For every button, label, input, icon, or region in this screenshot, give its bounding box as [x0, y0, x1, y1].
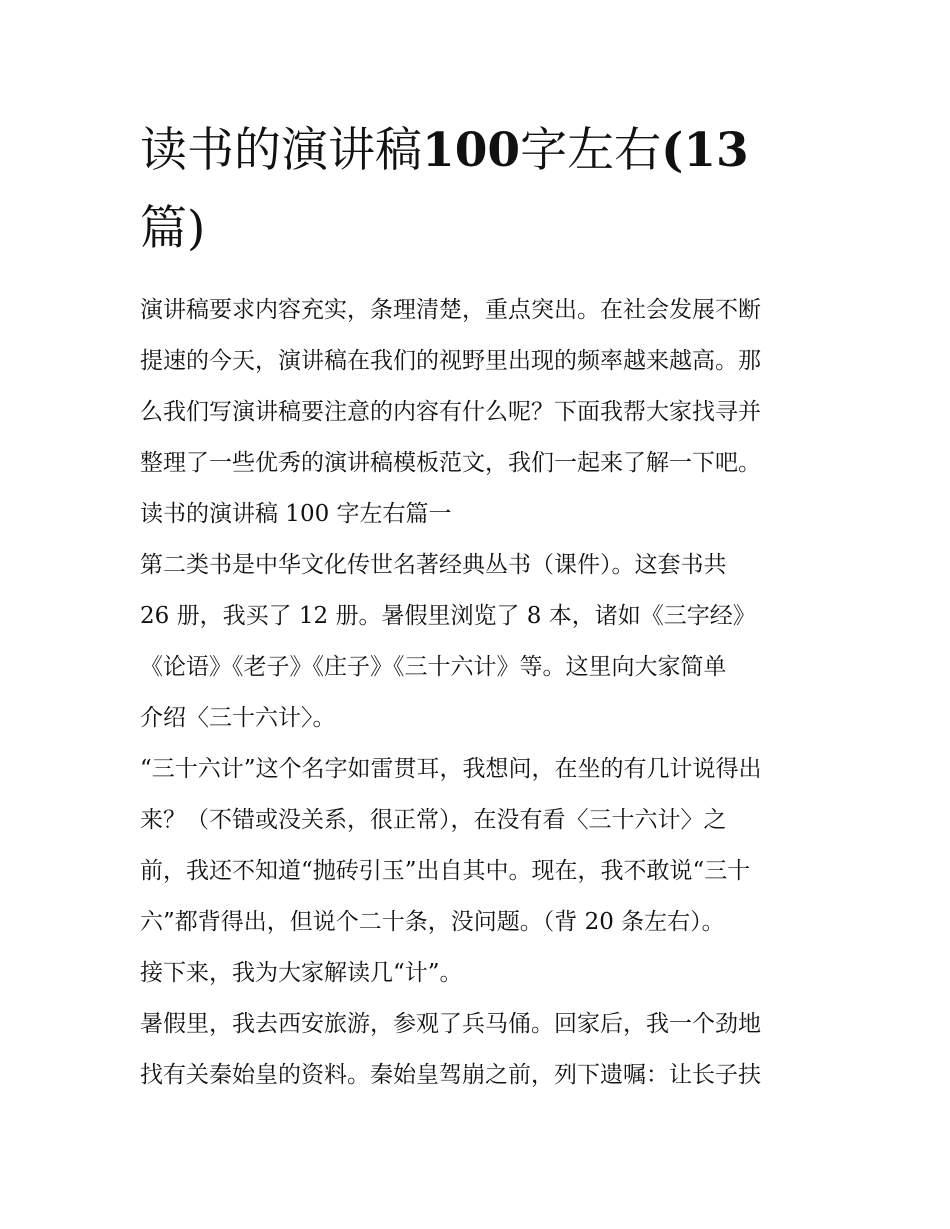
paragraph-line-6: 来？（不错或没关系，很正常），在没有看〈三十六计〉之 — [140, 807, 727, 833]
section-heading: 读书的演讲稿 100 字左右篇一 — [140, 501, 452, 527]
paragraph-line-4: 介绍〈三十六计〉。 — [140, 705, 336, 731]
paragraph-line-10: 暑假里，我去西安旅游，参观了兵马俑。回家后，我一个劲地 — [140, 1011, 761, 1037]
intro-line-3: 么我们写演讲稿要注意的内容有什么呢？下面我帮大家找寻并 — [140, 399, 761, 425]
intro-line-4: 整理了一些优秀的演讲稿模板范文，我们一起来了解一下吧。 — [140, 450, 761, 476]
paragraph-line-9: 接下来，我为大家解读几“计”。 — [140, 960, 463, 986]
paragraph-line-2: 26 册，我买了 12 册。暑假里浏览了 8 本，诸如《三字经》 — [140, 603, 756, 629]
document-title — [140, 0, 812, 268]
intro-line-2: 提速的今天，演讲稿在我们的视野里出现的频率越来越高。那 — [140, 348, 761, 374]
paragraph-line-11: 找有关秦始皇的资料。秦始皇驾崩之前，列下遗嘱：让长子扶 — [140, 1062, 761, 1088]
title-number: 100 — [422, 123, 521, 178]
paragraph-line-8: 六”都背得出，但说个二十条，没问题。（背 20 条左右）。 — [140, 909, 725, 935]
title-line-2: 篇) — [140, 201, 206, 256]
document-body — [140, 285, 812, 1101]
title-middle: 字左右 — [520, 123, 662, 178]
document-page — [140, 0, 812, 1101]
title-prefix: 读书的演讲稿 — [140, 123, 422, 178]
title-suffix: (13 — [661, 123, 749, 178]
paragraph-line-7: 前，我还不知道“抛砖引玉”出自其中。现在，我不敢说“三十 — [140, 858, 751, 884]
intro-line-1: 演讲稿要求内容充实，条理清楚，重点突出。在社会发展不断 — [140, 297, 761, 323]
paragraph-line-1: 第二类书是中华文化传世名著经典丛书（课件）。这套书共 — [140, 552, 727, 578]
paragraph-line-3: 《论语》《老子》《庄子》《三十六计》等。这里向大家简单 — [140, 654, 727, 680]
paragraph-line-5: “三十六计”这个名字如雷贯耳，我想问，在坐的有几计说得出 — [140, 756, 762, 782]
